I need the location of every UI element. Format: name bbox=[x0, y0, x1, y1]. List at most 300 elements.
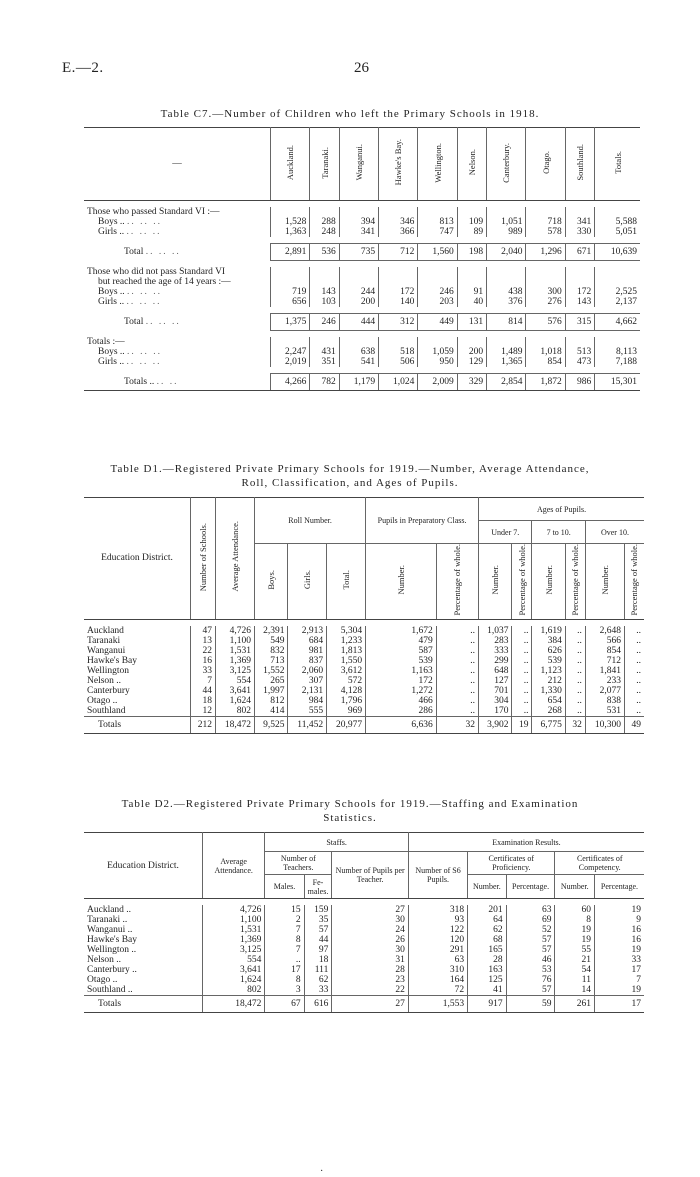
d2-s6-header: Number of S6 Pupils. bbox=[408, 852, 467, 899]
d1-value-cell: 812 bbox=[255, 696, 288, 706]
d2-value-cell: 19 bbox=[594, 945, 644, 955]
c7-value-cell: 172 bbox=[565, 287, 594, 297]
d1-pct-header: Percentage of whole. bbox=[629, 544, 640, 616]
d1-prep-header: Pupils in Preparatory Class. bbox=[366, 498, 479, 544]
c7-row-dots: .. .. .. bbox=[126, 297, 162, 307]
c7-group-label: Those who did not pass Standard VI bbox=[87, 267, 226, 277]
d2-value-cell: 1,369 bbox=[203, 935, 265, 945]
c7-empty-cell bbox=[457, 267, 486, 277]
c7-group-label: but reached the age of 14 years :— bbox=[98, 277, 231, 287]
d1-boys-header: Boys. bbox=[266, 569, 277, 590]
c7-row-label-text: Girls .. bbox=[98, 227, 125, 237]
c7-value-cell: 656 bbox=[271, 297, 310, 307]
d1-total-label: Totals bbox=[84, 716, 191, 733]
d1-number-header: Number. bbox=[490, 565, 501, 595]
c7-value-cell: 1,024 bbox=[379, 374, 418, 391]
d2-value-cell: 1,100 bbox=[203, 915, 265, 925]
d2-value-cell: 21 bbox=[555, 955, 594, 965]
d1-value-cell: 1,330 bbox=[532, 686, 565, 696]
d1-value-cell: 2,077 bbox=[585, 686, 624, 696]
d2-value-cell: 111 bbox=[304, 965, 332, 975]
d1-value-cell: .. bbox=[436, 646, 478, 656]
c7-value-cell: 376 bbox=[487, 297, 526, 307]
table-row bbox=[84, 975, 644, 985]
d1-pct-header: Percentage of whole. bbox=[570, 544, 581, 616]
table-row bbox=[84, 905, 644, 915]
d1-total-header: Total. bbox=[341, 570, 352, 590]
d1-district-cell bbox=[84, 676, 191, 686]
d1-district-name: Nelson .. bbox=[87, 675, 122, 686]
c7-stub-header: — bbox=[84, 128, 271, 201]
d1-value-cell: 539 bbox=[532, 656, 565, 666]
c7-empty-cell bbox=[271, 267, 310, 277]
c7-value-cell: 366 bbox=[379, 227, 418, 237]
d1-value-cell: .. bbox=[512, 636, 532, 646]
d1-total-cell: 20,977 bbox=[327, 716, 366, 733]
c7-value-cell: 300 bbox=[526, 287, 565, 297]
d1-value-cell: 299 bbox=[479, 656, 512, 666]
d1-ages-header: Ages of Pupils. bbox=[479, 498, 644, 521]
c7-value-cell: 143 bbox=[310, 287, 339, 297]
d2-district-cell: Taranaki .. bbox=[87, 915, 128, 925]
d1-value-cell: 1,369 bbox=[216, 656, 255, 666]
d2-district-cell: Wellington .. bbox=[87, 945, 137, 955]
d2-value-cell: 201 bbox=[468, 905, 507, 915]
d1-value-cell: .. bbox=[565, 686, 585, 696]
d2-district-cell: Southland .. bbox=[87, 985, 133, 995]
c7-row-label-text: Boys .. bbox=[98, 287, 125, 297]
c7-col-header: Canterbury. bbox=[487, 128, 526, 201]
d1-value-cell: .. bbox=[565, 666, 585, 676]
d2-value-cell: 19 bbox=[594, 905, 644, 915]
d1-value-cell: 1,163 bbox=[366, 666, 437, 676]
d1-value-cell: .. bbox=[512, 706, 532, 717]
d2-value-cell: 23 bbox=[332, 975, 409, 985]
c7-value-cell: 5,588 bbox=[595, 217, 640, 227]
d2-value-cell: 31 bbox=[332, 955, 409, 965]
d1-total-cell: 19 bbox=[512, 716, 532, 733]
d1-total-cell: 49 bbox=[624, 716, 644, 733]
d2-value-cell: 120 bbox=[408, 935, 467, 945]
c7-value-cell: 2,137 bbox=[595, 297, 640, 307]
c7-value-cell: 244 bbox=[339, 287, 378, 297]
d1-7to10-header: 7 to 10. bbox=[532, 521, 585, 544]
d1-value-cell: 713 bbox=[255, 656, 288, 666]
d1-value-cell: 5,304 bbox=[327, 626, 366, 636]
footer-mark: · bbox=[320, 1166, 324, 1177]
d1-value-cell: 802 bbox=[216, 706, 255, 717]
d1-value-cell: 414 bbox=[255, 706, 288, 717]
d1-value-cell: 969 bbox=[327, 706, 366, 717]
table-d1-title-line1: Table D1.—Registered Private Primary Schools for 1919.—Number, Average Attendance, bbox=[110, 463, 590, 475]
d1-value-cell: 1,813 bbox=[327, 646, 366, 656]
d1-total-cell: 9,525 bbox=[255, 716, 288, 733]
c7-empty-cell bbox=[565, 267, 594, 277]
c7-value-cell: 1,179 bbox=[339, 374, 378, 391]
c7-col-header: Taranaki. bbox=[310, 128, 339, 201]
c7-value-cell: 10,639 bbox=[595, 244, 640, 261]
c7-col-header: Hawke's Bay. bbox=[379, 128, 418, 201]
d1-value-cell: .. bbox=[565, 626, 585, 636]
d1-value-cell: .. bbox=[512, 646, 532, 656]
c7-value-cell: 2,891 bbox=[271, 244, 310, 261]
d1-value-cell: .. bbox=[436, 676, 478, 686]
d2-value-cell: 122 bbox=[408, 925, 467, 935]
table-row bbox=[84, 955, 644, 965]
d2-value-cell: 62 bbox=[304, 975, 332, 985]
d2-value-cell: 159 bbox=[304, 905, 332, 915]
d1-value-cell: 1,552 bbox=[255, 666, 288, 676]
d2-exam-header: Examination Results. bbox=[408, 833, 644, 852]
d2-value-cell: 35 bbox=[304, 915, 332, 925]
d2-value-cell: 33 bbox=[304, 985, 332, 996]
table-d1-title bbox=[0, 462, 700, 490]
c7-col-header: Wanganui. bbox=[339, 128, 378, 201]
c7-value-cell: 341 bbox=[565, 217, 594, 227]
c7-empty-cell bbox=[310, 277, 339, 287]
c7-value-cell: 248 bbox=[310, 227, 339, 237]
c7-value-cell: 346 bbox=[379, 217, 418, 227]
d1-value-cell: 1,272 bbox=[366, 686, 437, 696]
d1-number-header: Number. bbox=[395, 565, 406, 595]
c7-group-label: Those who passed Standard VI :— bbox=[87, 207, 220, 217]
c7-empty-cell bbox=[526, 207, 565, 217]
c7-value-cell: 2,040 bbox=[487, 244, 526, 261]
c7-value-cell: 91 bbox=[457, 287, 486, 297]
c7-value-cell: 109 bbox=[457, 217, 486, 227]
table-row bbox=[84, 646, 644, 656]
c7-row-label bbox=[84, 374, 271, 391]
c7-empty-cell bbox=[457, 337, 486, 347]
d2-value-cell: 97 bbox=[304, 945, 332, 955]
d2-value-cell: 55 bbox=[555, 945, 594, 955]
c7-empty-cell bbox=[379, 337, 418, 347]
c7-value-cell: 330 bbox=[565, 227, 594, 237]
d1-district-cell bbox=[84, 656, 191, 666]
c7-empty-cell bbox=[487, 277, 526, 287]
c7-row-label bbox=[84, 297, 271, 307]
c7-value-cell: 854 bbox=[526, 357, 565, 367]
c7-value-cell: 103 bbox=[310, 297, 339, 307]
c7-empty-cell bbox=[487, 267, 526, 277]
table-row bbox=[84, 985, 644, 996]
c7-group-row bbox=[84, 267, 640, 277]
d2-value-cell: 57 bbox=[506, 945, 555, 955]
d1-value-cell: 712 bbox=[585, 656, 624, 666]
d2-value-cell: 41 bbox=[468, 985, 507, 996]
c7-value-cell: 638 bbox=[339, 347, 378, 357]
table-d2-title-line2: Statistics. bbox=[323, 812, 377, 824]
d1-girls-header: Girls. bbox=[302, 570, 313, 590]
d2-total-cell: 1,553 bbox=[408, 996, 467, 1013]
d2-value-cell: 30 bbox=[332, 915, 409, 925]
d1-value-cell: 466 bbox=[366, 696, 437, 706]
d2-value-cell: 63 bbox=[408, 955, 467, 965]
page-number: 26 bbox=[354, 60, 369, 76]
c7-value-cell: 536 bbox=[310, 244, 339, 261]
d1-value-cell: 127 bbox=[479, 676, 512, 686]
d1-value-cell: 1,550 bbox=[327, 656, 366, 666]
d2-teachers-header: Number of Teachers. bbox=[265, 852, 332, 875]
d1-value-cell: 3,125 bbox=[216, 666, 255, 676]
d1-total-row bbox=[84, 716, 644, 733]
c7-empty-cell bbox=[526, 277, 565, 287]
d1-total-cell: 11,452 bbox=[288, 716, 327, 733]
c7-empty-cell bbox=[339, 207, 378, 217]
c7-value-cell: 444 bbox=[339, 314, 378, 331]
d1-value-cell: .. bbox=[624, 686, 644, 696]
d2-value-cell: 22 bbox=[332, 985, 409, 996]
d1-total-cell: 32 bbox=[436, 716, 478, 733]
c7-value-cell: 140 bbox=[379, 297, 418, 307]
c7-empty-cell bbox=[595, 267, 640, 277]
c7-value-cell: 4,266 bbox=[271, 374, 310, 391]
d2-value-cell: 18 bbox=[304, 955, 332, 965]
d1-district-name: Taranaki bbox=[87, 635, 121, 646]
d1-value-cell: .. bbox=[624, 656, 644, 666]
c7-value-cell: 1,375 bbox=[271, 314, 310, 331]
d1-value-cell: 212 bbox=[532, 676, 565, 686]
c7-value-cell: 782 bbox=[310, 374, 339, 391]
c7-value-cell: 1,059 bbox=[418, 347, 457, 357]
c7-row-dots: .. .. .. bbox=[127, 287, 163, 297]
d1-pct-header: Percentage of whole. bbox=[516, 544, 527, 616]
c7-empty-cell bbox=[339, 267, 378, 277]
c7-value-cell: 1,872 bbox=[526, 374, 565, 391]
d1-value-cell: .. bbox=[436, 696, 478, 706]
d1-district-cell bbox=[84, 696, 191, 706]
c7-value-cell: 5,051 bbox=[595, 227, 640, 237]
d1-value-cell: 265 bbox=[255, 676, 288, 686]
d2-value-cell: 57 bbox=[304, 925, 332, 935]
d1-pct-header: Percentage of whole. bbox=[452, 544, 463, 616]
c7-empty-cell bbox=[595, 277, 640, 287]
c7-value-cell: 8,113 bbox=[595, 347, 640, 357]
c7-total-row bbox=[84, 314, 640, 331]
d1-under7-header: Under 7. bbox=[479, 521, 532, 544]
d1-value-cell: 286 bbox=[366, 706, 437, 717]
d1-value-cell: 233 bbox=[585, 676, 624, 686]
table-row bbox=[84, 287, 640, 297]
c7-group-row bbox=[84, 337, 640, 347]
d2-value-cell: 28 bbox=[468, 955, 507, 965]
d1-total-cell: 6,775 bbox=[532, 716, 565, 733]
c7-col-header: Otago. bbox=[526, 128, 565, 201]
d2-value-cell: 2 bbox=[265, 915, 304, 925]
d1-value-cell: 654 bbox=[532, 696, 565, 706]
c7-row-label-text: Boys .. bbox=[98, 217, 125, 227]
d1-value-cell: 13 bbox=[191, 636, 216, 646]
d2-value-cell: 52 bbox=[506, 925, 555, 935]
d2-value-cell: 64 bbox=[468, 915, 507, 925]
c7-value-cell: 276 bbox=[526, 297, 565, 307]
d1-value-cell: .. bbox=[565, 646, 585, 656]
d1-over10-header: Over 10. bbox=[585, 521, 644, 544]
d2-value-cell: 19 bbox=[594, 985, 644, 996]
d1-value-cell: 1,619 bbox=[532, 626, 565, 636]
d1-value-cell: 1,796 bbox=[327, 696, 366, 706]
d1-value-cell: 304 bbox=[479, 696, 512, 706]
d1-value-cell: 384 bbox=[532, 636, 565, 646]
c7-empty-cell bbox=[271, 337, 310, 347]
c7-row-dots: .. .. bbox=[156, 376, 179, 387]
d2-district-header: Education District. bbox=[84, 833, 203, 899]
d2-value-cell: 69 bbox=[506, 915, 555, 925]
c7-empty-cell bbox=[271, 207, 310, 217]
c7-value-cell: 129 bbox=[457, 357, 486, 367]
d2-value-cell: 72 bbox=[408, 985, 467, 996]
d1-district-name: Auckland bbox=[87, 625, 124, 636]
d2-value-cell: 76 bbox=[506, 975, 555, 985]
d1-value-cell: 4,726 bbox=[216, 626, 255, 636]
c7-value-cell: 2,247 bbox=[271, 347, 310, 357]
d2-total-cell: 616 bbox=[304, 996, 332, 1013]
d1-value-cell: 47 bbox=[191, 626, 216, 636]
c7-row-dots: .. .. .. bbox=[126, 357, 162, 367]
c7-value-cell: 1,018 bbox=[526, 347, 565, 357]
d2-value-cell: 53 bbox=[506, 965, 555, 975]
table-row bbox=[84, 696, 644, 706]
c7-row-label bbox=[84, 217, 271, 227]
c7-empty-cell bbox=[487, 337, 526, 347]
d1-value-cell: .. bbox=[624, 666, 644, 676]
d2-value-cell: 46 bbox=[506, 955, 555, 965]
d1-district-name: Wanganui bbox=[87, 645, 126, 656]
c7-value-cell: 576 bbox=[526, 314, 565, 331]
c7-value-cell: 1,296 bbox=[526, 244, 565, 261]
d2-value-cell: 62 bbox=[468, 925, 507, 935]
d1-district-name: Southland bbox=[87, 705, 126, 716]
table-row bbox=[84, 965, 644, 975]
c7-row-label-text: Total bbox=[124, 247, 144, 257]
d2-value-cell: 16 bbox=[594, 925, 644, 935]
d2-total-cell: 261 bbox=[555, 996, 594, 1013]
d2-total-row bbox=[84, 996, 644, 1013]
d2-total-cell: 59 bbox=[506, 996, 555, 1013]
d1-value-cell: 626 bbox=[532, 646, 565, 656]
d2-value-cell: 3,641 bbox=[203, 965, 265, 975]
d1-value-cell: 549 bbox=[255, 636, 288, 646]
d2-value-cell: 54 bbox=[555, 965, 594, 975]
c7-row-dots: .. .. .. bbox=[126, 227, 162, 237]
c7-value-cell: 172 bbox=[379, 287, 418, 297]
c7-col-header: Southland. bbox=[565, 128, 594, 201]
c7-col-header: Auckland. bbox=[271, 128, 310, 201]
c7-empty-cell bbox=[526, 267, 565, 277]
c7-value-cell: 2,854 bbox=[487, 374, 526, 391]
d1-value-cell: 1,997 bbox=[255, 686, 288, 696]
c7-value-cell: 1,560 bbox=[418, 244, 457, 261]
d2-value-cell: 68 bbox=[468, 935, 507, 945]
c7-value-cell: 89 bbox=[457, 227, 486, 237]
c7-value-cell: 506 bbox=[379, 357, 418, 367]
c7-value-cell: 989 bbox=[487, 227, 526, 237]
d1-value-cell: 3,612 bbox=[327, 666, 366, 676]
c7-value-cell: 735 bbox=[339, 244, 378, 261]
table-row bbox=[84, 686, 644, 696]
c7-value-cell: 513 bbox=[565, 347, 594, 357]
c7-empty-cell bbox=[310, 267, 339, 277]
d1-total-cell: 3,902 bbox=[479, 716, 512, 733]
c7-value-cell: 341 bbox=[339, 227, 378, 237]
d2-value-cell: 318 bbox=[408, 905, 467, 915]
d1-district-cell bbox=[84, 626, 191, 636]
d1-value-cell: .. bbox=[565, 696, 585, 706]
c7-total-row bbox=[84, 374, 640, 391]
table-c7-title: Table C7.—Number of Children who left the Primary Schools in 1918. bbox=[160, 108, 540, 120]
d1-value-cell: .. bbox=[624, 636, 644, 646]
d2-total-cell: 27 bbox=[332, 996, 409, 1013]
d1-value-cell: 283 bbox=[479, 636, 512, 646]
c7-value-cell: 814 bbox=[487, 314, 526, 331]
table-row bbox=[84, 227, 640, 237]
c7-value-cell: 203 bbox=[418, 297, 457, 307]
d1-value-cell: 12 bbox=[191, 706, 216, 717]
table-row bbox=[84, 676, 644, 686]
d2-value-cell: 44 bbox=[304, 935, 332, 945]
d1-district-name: Wellington bbox=[87, 665, 129, 676]
d2-value-cell: 7 bbox=[265, 925, 304, 935]
d2-value-cell: 26 bbox=[332, 935, 409, 945]
d1-total-cell: 10,300 bbox=[585, 716, 624, 733]
c7-empty-cell bbox=[310, 337, 339, 347]
table-d2 bbox=[84, 832, 644, 1013]
d1-value-cell: .. bbox=[624, 706, 644, 717]
d1-value-cell: .. bbox=[565, 656, 585, 666]
d1-value-cell: 170 bbox=[479, 706, 512, 717]
c7-empty-cell bbox=[565, 207, 594, 217]
c7-empty-cell bbox=[418, 267, 457, 277]
d2-value-cell: 16 bbox=[594, 935, 644, 945]
d2-value-cell: 7 bbox=[594, 975, 644, 985]
d1-value-cell: 2,131 bbox=[288, 686, 327, 696]
d2-value-cell: 125 bbox=[468, 975, 507, 985]
c7-empty-cell bbox=[487, 207, 526, 217]
c7-group-row bbox=[84, 207, 640, 217]
d2-prof-header: Certificates of Proficiency. bbox=[468, 852, 555, 875]
c7-empty-cell bbox=[457, 207, 486, 217]
d1-value-cell: .. bbox=[624, 646, 644, 656]
d2-value-cell: 8 bbox=[265, 975, 304, 985]
d1-district-header: Education District. bbox=[84, 498, 191, 620]
d1-value-cell: 3,641 bbox=[216, 686, 255, 696]
d1-value-cell: 1,531 bbox=[216, 646, 255, 656]
c7-value-cell: 712 bbox=[379, 244, 418, 261]
d1-value-cell: .. bbox=[436, 636, 478, 646]
d2-comp-pct-header: Percentage. bbox=[594, 875, 644, 899]
c7-value-cell: 431 bbox=[310, 347, 339, 357]
d1-value-cell: 16 bbox=[191, 656, 216, 666]
c7-value-cell: 200 bbox=[339, 297, 378, 307]
d1-value-cell: 684 bbox=[288, 636, 327, 646]
d2-value-cell: 30 bbox=[332, 945, 409, 955]
c7-row-label-text: Boys .. bbox=[98, 347, 125, 357]
d1-district-cell bbox=[84, 706, 191, 717]
d2-value-cell: 291 bbox=[408, 945, 467, 955]
d1-value-cell: 333 bbox=[479, 646, 512, 656]
d2-value-cell: 7 bbox=[265, 945, 304, 955]
d1-value-cell: .. bbox=[436, 706, 478, 717]
d1-value-cell: 1,672 bbox=[366, 626, 437, 636]
c7-value-cell: 578 bbox=[526, 227, 565, 237]
c7-empty-cell bbox=[457, 277, 486, 287]
c7-value-cell: 2,525 bbox=[595, 287, 640, 297]
d1-value-cell: 2,060 bbox=[288, 666, 327, 676]
d1-value-cell: .. bbox=[565, 636, 585, 646]
c7-row-dots: .. .. .. bbox=[127, 217, 163, 227]
d1-attendance-header: Average Attendance. bbox=[216, 498, 255, 620]
table-row bbox=[84, 347, 640, 357]
